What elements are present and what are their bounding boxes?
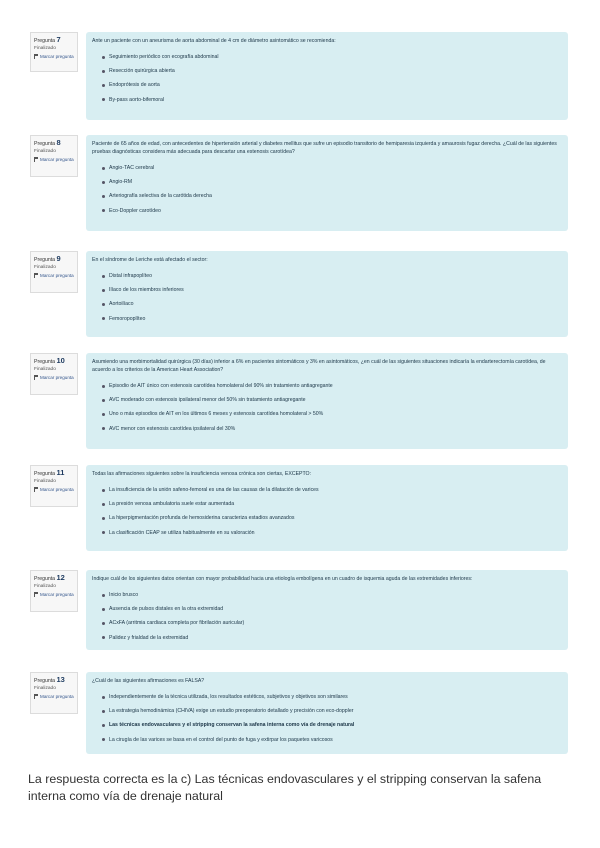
question-info bbox=[30, 570, 78, 612]
flag-icon bbox=[34, 694, 39, 699]
radio-icon bbox=[102, 385, 105, 388]
question-number: Pregunta 9 bbox=[34, 254, 61, 263]
question-content bbox=[86, 465, 568, 551]
flag-icon bbox=[34, 54, 39, 59]
radio-icon bbox=[102, 399, 105, 402]
radio-icon bbox=[102, 275, 105, 278]
answer-list bbox=[92, 379, 562, 436]
answer-list bbox=[92, 588, 562, 645]
question-number: Pregunta 8 bbox=[34, 138, 61, 147]
question-state: Finalizado bbox=[34, 149, 56, 154]
flag-question-link[interactable]: Marcar pregunta bbox=[34, 592, 74, 598]
answer-option-correct[interactable]: Las técnicas endovasculares y el stripping conservan la safena interna como vía de drenaje natural bbox=[102, 718, 562, 732]
question-content bbox=[86, 570, 568, 650]
question-text: ¿Cuál de las siguientes afirmaciones es FALSA? bbox=[92, 678, 205, 684]
radio-icon bbox=[102, 84, 105, 87]
radio-icon bbox=[102, 181, 105, 184]
answer-option[interactable]: Arteriografía selectiva de la carótida derecha bbox=[102, 189, 562, 203]
radio-icon bbox=[102, 167, 105, 170]
correct-answer-line-1: La respuesta correcta es la c) Las técnicas endovasculares y el stripping conservan la safena bbox=[28, 772, 542, 786]
radio-icon bbox=[102, 413, 105, 416]
answer-option[interactable]: La cirugía de las varices se basa en el control del punto de fuga y extirpar los paquetes varicosos bbox=[102, 733, 562, 747]
correct-answer-note bbox=[28, 771, 573, 805]
question-number: Pregunta 13 bbox=[34, 675, 65, 684]
answer-option[interactable]: By-pass aorto-bifemoral bbox=[102, 93, 562, 107]
question-info bbox=[30, 465, 78, 507]
answer-list bbox=[92, 50, 562, 107]
question-info bbox=[30, 251, 78, 293]
answer-option[interactable]: Endoprótesis de aorta bbox=[102, 78, 562, 92]
answer-option[interactable]: ACxFA (arritmia cardiaca completa por fibrilación auricular) bbox=[102, 616, 562, 630]
answer-option[interactable]: Uno o más episodios de AIT en los últimos 6 meses y estenosis carotídea homolateral > 50% bbox=[102, 407, 562, 421]
answer-option[interactable]: Distal infrapoplíteo bbox=[102, 269, 562, 283]
question-content bbox=[86, 672, 568, 754]
question-number: Pregunta 7 bbox=[34, 35, 61, 44]
answer-option[interactable]: Aortoilíaco bbox=[102, 297, 562, 311]
question-content bbox=[86, 353, 568, 449]
question-content bbox=[86, 135, 568, 231]
radio-icon bbox=[102, 517, 105, 520]
answer-option[interactable]: Resección quirúrgica abierta bbox=[102, 64, 562, 78]
flag-icon bbox=[34, 592, 39, 597]
radio-icon bbox=[102, 195, 105, 198]
question-content bbox=[86, 32, 568, 120]
flag-icon bbox=[34, 487, 39, 492]
answer-option[interactable]: Ausencia de pulsos distales en la otra extremidad bbox=[102, 602, 562, 616]
answer-option[interactable]: Independientemente de la técnica utilizada, los resultados estéticos, subjetivos y objetivos son similares bbox=[102, 690, 562, 704]
answer-option[interactable]: La hiperpigmentación profunda de hemosiderina caracteriza estadios avanzados bbox=[102, 511, 562, 525]
answer-list bbox=[92, 483, 562, 540]
answer-option[interactable]: Femoropoplíteo bbox=[102, 312, 562, 326]
question-content bbox=[86, 251, 568, 337]
question-info bbox=[30, 672, 78, 714]
question-text: Asumiendo una morbimortalidad quirúrgica (30 días) inferior a 6% en pacientes sintomáticos y 3% en asintomáticos, ¿en cuál de las siguientes situaciones indicaría la endarterectomía carotídea, de acuerdo a los criterios de la American Heart Association? bbox=[92, 359, 546, 373]
question-state: Finalizado bbox=[34, 479, 56, 484]
answer-list bbox=[92, 269, 562, 326]
radio-icon bbox=[102, 531, 105, 534]
answer-option[interactable]: La presión venosa ambulatoria suele estar aumentada bbox=[102, 497, 562, 511]
radio-icon bbox=[102, 724, 105, 727]
question-text: Ante un paciente con un aneurisma de aorta abdominal de 4 cm de diámetro asintomático se recomienda: bbox=[92, 38, 336, 44]
answer-option[interactable]: Angio-TAC cerebral bbox=[102, 161, 562, 175]
question-state: Finalizado bbox=[34, 686, 56, 691]
flag-icon bbox=[34, 273, 39, 278]
radio-icon bbox=[102, 594, 105, 597]
radio-icon bbox=[102, 303, 105, 306]
flag-question-link[interactable]: Marcar pregunta bbox=[34, 157, 74, 163]
radio-icon bbox=[102, 489, 105, 492]
radio-icon bbox=[102, 710, 105, 713]
flag-question-link[interactable]: Marcar pregunta bbox=[34, 273, 74, 279]
answer-option[interactable]: Eco-Doppler carotídeo bbox=[102, 204, 562, 218]
question-state: Finalizado bbox=[34, 367, 56, 372]
radio-icon bbox=[102, 503, 105, 506]
flag-question-link[interactable]: Marcar pregunta bbox=[34, 54, 74, 60]
radio-icon bbox=[102, 622, 105, 625]
flag-question-link[interactable]: Marcar pregunta bbox=[34, 487, 74, 493]
question-info bbox=[30, 32, 78, 72]
question-info bbox=[30, 135, 78, 177]
answer-option[interactable]: Ilíaco de los miembros inferiores bbox=[102, 283, 562, 297]
answer-option[interactable]: Palidez y frialdad de la extremidad bbox=[102, 631, 562, 645]
flag-icon bbox=[34, 375, 39, 380]
correct-answer-line-2: interna como vía de drenaje natural bbox=[28, 789, 223, 803]
radio-icon bbox=[102, 317, 105, 320]
question-state: Finalizado bbox=[34, 584, 56, 589]
answer-option[interactable]: AVC menor con estenosis carotídea ipsilateral del 30% bbox=[102, 422, 562, 436]
answer-list bbox=[92, 161, 562, 218]
question-text: En el síndrome de Leriche está afectado el sector: bbox=[92, 257, 208, 263]
radio-icon bbox=[102, 56, 105, 59]
question-text: Paciente de 65 años de edad, con antecedentes de hipertensión arterial y diabetes mellitus que sufre un episodio transitorio de hemiparesia izquierda y amaurosis fugaz derecha. ¿Cuál de las siguientes pruebas diagnósticas considera más adecuada para descartar una estenosis carotídea? bbox=[92, 141, 557, 155]
radio-icon bbox=[102, 209, 105, 212]
question-text: Todas las afirmaciones siguientes sobre la insuficiencia venosa crónica son ciertas, EXCEPTO: bbox=[92, 471, 312, 477]
question-info bbox=[30, 353, 78, 395]
question-state: Finalizado bbox=[34, 265, 56, 270]
answer-option[interactable]: Seguimiento periódico con ecografía abdominal bbox=[102, 50, 562, 64]
radio-icon bbox=[102, 696, 105, 699]
flag-question-link[interactable]: Marcar pregunta bbox=[34, 375, 74, 381]
question-number: Pregunta 11 bbox=[34, 468, 65, 477]
flag-question-link[interactable]: Marcar pregunta bbox=[34, 694, 74, 700]
question-number: Pregunta 10 bbox=[34, 356, 65, 365]
answer-option[interactable]: Angio-RM bbox=[102, 175, 562, 189]
answer-list bbox=[92, 690, 562, 747]
flag-icon bbox=[34, 157, 39, 162]
radio-icon bbox=[102, 608, 105, 611]
question-text: Indique cuál de los siguientes datos orientan con mayor probabilidad hacia una etiología embolígena en un cuadro de isquemia aguda de las extremidades inferiores: bbox=[92, 576, 473, 582]
answer-option[interactable]: Inicio brusco bbox=[102, 588, 562, 602]
radio-icon bbox=[102, 289, 105, 292]
answer-option[interactable]: Episodio de AIT único con estenosis carotídea homolateral del 90% sin tratamiento antiagregante bbox=[102, 379, 562, 393]
question-number: Pregunta 12 bbox=[34, 573, 65, 582]
answer-option[interactable]: La insuficiencia de la unión safeno-femoral es una de las causas de la dilatación de varices bbox=[102, 483, 562, 497]
radio-icon bbox=[102, 636, 105, 639]
radio-icon bbox=[102, 70, 105, 73]
radio-icon bbox=[102, 98, 105, 101]
answer-option[interactable]: AVC moderado con estenosis ipsilateral menor del 50% sin tratamiento antiagregante bbox=[102, 393, 562, 407]
radio-icon bbox=[102, 427, 105, 430]
question-state: Finalizado bbox=[34, 46, 56, 51]
radio-icon bbox=[102, 738, 105, 741]
answer-option[interactable]: La estrategia hemodinámica (CHIVA) exige un estudio preoperatorio detallado y precisión con eco-doppler bbox=[102, 704, 562, 718]
answer-option[interactable]: La clasificación CEAP se utiliza habitualmente en su valoración bbox=[102, 526, 562, 540]
